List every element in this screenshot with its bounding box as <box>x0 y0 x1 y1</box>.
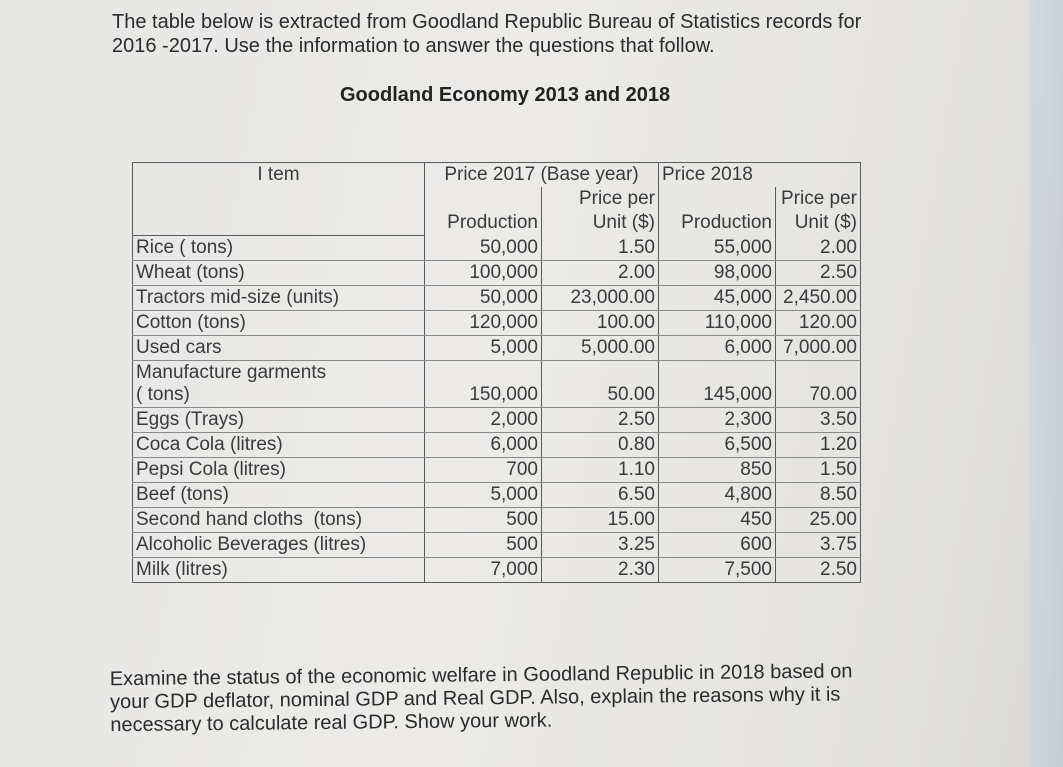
item-cell: Wheat (tons) <box>133 260 425 285</box>
production-2017-cell: 7,000 <box>425 557 542 582</box>
production-2018-cell: 45,000 <box>659 285 776 310</box>
table-row <box>133 532 861 557</box>
unit-price-2017-cell: 0.80 <box>542 432 659 457</box>
production-2018-cell: 6,500 <box>659 432 776 457</box>
production-2017-cell: 100,000 <box>425 260 542 285</box>
unit-price-2017-cell: 5,000.00 <box>542 335 659 360</box>
table-row <box>133 457 861 482</box>
production-2017-cell: 50,000 <box>425 285 542 310</box>
item-cell: Eggs (Trays) <box>133 407 425 432</box>
page-edge-shadow <box>1029 0 1063 767</box>
unit-price-2017-cell: 1.50 <box>542 235 659 260</box>
production-2017-cell: 2,000 <box>425 407 542 432</box>
production-2018-cell: 110,000 <box>659 310 776 335</box>
intro-text <box>112 10 932 58</box>
unit-price-2018-cell: 2.50 <box>776 557 861 582</box>
production-2018-cell: 600 <box>659 532 776 557</box>
item-cell: Pepsi Cola (litres) <box>133 457 425 482</box>
item-cell: Second hand cloths (tons) <box>133 507 425 532</box>
item-header: I tem <box>133 163 425 236</box>
question-text <box>110 660 911 737</box>
economy-table <box>132 162 861 583</box>
table-row <box>133 335 861 360</box>
unit-price-2017-cell: 2.30 <box>542 557 659 582</box>
item-cell: Coca Cola (litres) <box>133 432 425 457</box>
unit-price-2018-cell: 3.75 <box>776 532 861 557</box>
unit-price-2018-cell: 1.20 <box>776 432 861 457</box>
unit-price-2018-cell: 70.00 <box>776 360 861 407</box>
production-2018-cell: 6,000 <box>659 335 776 360</box>
unit-2018-header: Unit ($) <box>776 211 861 235</box>
unit-price-2018-cell: 25.00 <box>776 507 861 532</box>
production-2018-cell: 98,000 <box>659 260 776 285</box>
unit-price-2017-cell: 50.00 <box>542 360 659 407</box>
unit-price-2017-cell: 23,000.00 <box>542 285 659 310</box>
question-line-3: necessary to calculate real GDP. Show your work. <box>110 709 553 737</box>
intro-line-2: 2016 -2017. Use the information to answer the questions that follow. <box>112 35 715 57</box>
table-row <box>133 557 861 582</box>
production-2018-cell: 4,800 <box>659 482 776 507</box>
table-header-row-1 <box>133 163 861 188</box>
item-cell <box>133 360 425 407</box>
production-2017-cell: 500 <box>425 507 542 532</box>
unit-price-2017-cell: 100.00 <box>542 310 659 335</box>
unit-price-2018-cell: 2,450.00 <box>776 285 861 310</box>
price-per-2018-header: Price per <box>776 187 861 211</box>
production-2017-cell: 6,000 <box>425 432 542 457</box>
item-cell: Tractors mid-size (units) <box>133 285 425 310</box>
unit-price-2017-cell: 6.50 <box>542 482 659 507</box>
production-2018-cell: 7,500 <box>659 557 776 582</box>
unit-price-2018-cell: 3.50 <box>776 407 861 432</box>
table-title: Goodland Economy 2013 and 2018 <box>340 84 671 106</box>
unit-price-2017-cell: 1.10 <box>542 457 659 482</box>
unit-price-2017-cell: 2.50 <box>542 407 659 432</box>
production-2017-cell: 500 <box>425 532 542 557</box>
item-cell: Rice ( tons) <box>133 235 425 260</box>
price-2017-group-header: Price 2017 (Base year) <box>425 163 659 188</box>
production-2017-header: Production <box>425 211 542 235</box>
table-row <box>133 360 861 407</box>
unit-price-2017-cell: 15.00 <box>542 507 659 532</box>
question-line-2: your GDP deflator, nominal GDP and Real GDP. Also, explain the reasons why it is <box>109 683 841 714</box>
production-2017-cell: 120,000 <box>425 310 542 335</box>
table-row <box>133 407 861 432</box>
unit-price-2018-cell: 1.50 <box>776 457 861 482</box>
table-row <box>133 482 861 507</box>
unit-price-2018-cell: 2.50 <box>776 260 861 285</box>
price-2018-group-header: Price 2018 <box>659 163 861 188</box>
unit-price-2018-cell: 120.00 <box>776 310 861 335</box>
item-cell: Milk (litres) <box>133 557 425 582</box>
unit-price-2018-cell: 2.00 <box>776 235 861 260</box>
blank-cell <box>659 187 776 211</box>
table-row <box>133 507 861 532</box>
production-2017-cell: 5,000 <box>425 482 542 507</box>
price-per-2017-header: Price per <box>542 187 659 211</box>
unit-price-2017-cell: 2.00 <box>542 260 659 285</box>
item-cell-line-1: Manufacture garments <box>136 361 327 383</box>
production-2018-cell: 55,000 <box>659 235 776 260</box>
unit-price-2017-cell: 3.25 <box>542 532 659 557</box>
production-2018-header: Production <box>659 211 776 235</box>
table-row <box>133 235 861 260</box>
item-cell: Beef (tons) <box>133 482 425 507</box>
table-row <box>133 285 861 310</box>
production-2017-cell: 5,000 <box>425 335 542 360</box>
unit-price-2018-cell: 8.50 <box>776 482 861 507</box>
question-line-1: Examine the status of the economic welfare in Goodland Republic in 2018 based on <box>109 660 853 691</box>
production-2017-cell: 150,000 <box>425 360 542 407</box>
production-2017-cell: 700 <box>425 457 542 482</box>
table-row <box>133 432 861 457</box>
production-2018-cell: 2,300 <box>659 407 776 432</box>
blank-cell <box>425 187 542 211</box>
table-row <box>133 260 861 285</box>
item-cell: Used cars <box>133 335 425 360</box>
unit-price-2018-cell: 7,000.00 <box>776 335 861 360</box>
production-2018-cell: 145,000 <box>659 360 776 407</box>
production-2018-cell: 850 <box>659 457 776 482</box>
production-2017-cell: 50,000 <box>425 235 542 260</box>
item-cell: Cotton (tons) <box>133 310 425 335</box>
intro-line-1: The table below is extracted from Goodland Republic Bureau of Statistics records for <box>112 11 862 33</box>
item-cell-line-2: ( tons) <box>136 383 190 405</box>
unit-2017-header: Unit ($) <box>542 211 659 235</box>
item-cell: Alcoholic Beverages (litres) <box>133 532 425 557</box>
production-2018-cell: 450 <box>659 507 776 532</box>
table-row <box>133 310 861 335</box>
